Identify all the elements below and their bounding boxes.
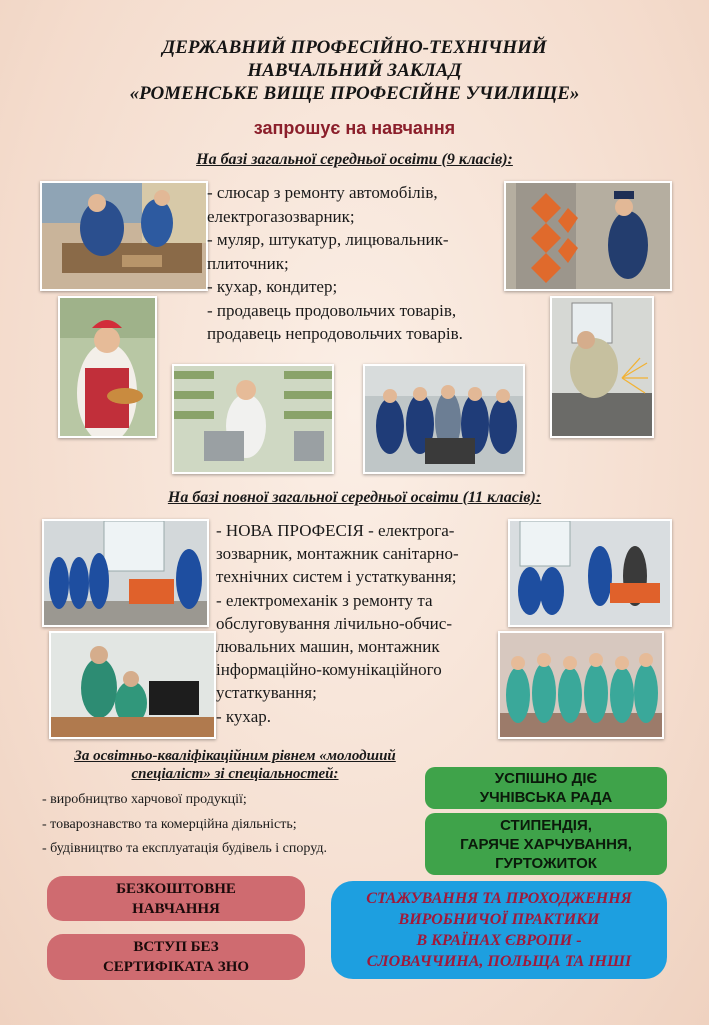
benefits-badge bbox=[425, 813, 667, 875]
badge-line: ВИРОБНИЧОЇ ПРАКТИКИ bbox=[398, 911, 600, 928]
specialist-heading-line-1: За освітньо-кваліфікаційним рівнем «молодший bbox=[74, 748, 396, 764]
badge-line: ВСТУП БЕЗ bbox=[133, 939, 219, 955]
list-item: продавець непродовольчих товарів. bbox=[207, 324, 463, 343]
photo-auto-mechanics bbox=[40, 181, 208, 291]
specialist-heading bbox=[40, 747, 430, 783]
section-11-heading: На базі повної загальної середньої освіти (11 класів): bbox=[167, 489, 542, 506]
title-line-3: «РОМЕНСЬКЕ ВИЩЕ ПРОФЕСІЙНЕ УЧИЛИЩЕ» bbox=[129, 83, 580, 104]
list-item: електрогазозварник; bbox=[207, 206, 355, 226]
title-line-2: НАВЧАЛЬНИЙ ЗАКЛАД bbox=[247, 60, 462, 81]
badge-line: УЧНІВСЬКА РАДА bbox=[479, 789, 613, 806]
invite-text: запрошує на навчання bbox=[253, 118, 456, 138]
photo-welding-workshop bbox=[42, 519, 209, 627]
badge-line: СТИПЕНДІЯ, bbox=[500, 816, 592, 834]
badge-line: В КРАЇНАХ ЄВРОПИ - bbox=[416, 932, 582, 949]
institution-title bbox=[0, 36, 709, 105]
section-9-list bbox=[207, 181, 463, 346]
list-item: - кухар. bbox=[216, 706, 272, 726]
no-zno-entry-badge bbox=[47, 934, 305, 980]
list-item: - будівництво та експлуатація будівель і споруд. bbox=[42, 841, 327, 856]
list-item: устаткування; bbox=[216, 683, 317, 703]
list-item: - слюсар з ремонту автомобілів, bbox=[207, 183, 438, 202]
badge-line: ГАРЯЧЕ ХАРЧУВАННЯ, bbox=[460, 835, 632, 853]
badge-line: СТАЖУВАННЯ ТА ПРОХОДЖЕННЯ bbox=[366, 890, 632, 907]
list-item: плиточник; bbox=[207, 253, 289, 273]
specialist-list bbox=[42, 788, 327, 862]
badge-line: ГУРТОЖИТОК bbox=[495, 854, 597, 872]
list-item: - товарознавство та комерційна діяльність; bbox=[42, 816, 297, 832]
list-item: - кухар, кондитер; bbox=[207, 277, 338, 296]
photo-baker-traditional bbox=[58, 296, 157, 438]
badge-line: УСПІШНО ДІЄ bbox=[494, 770, 598, 787]
europe-internship-badge bbox=[331, 881, 667, 979]
list-item: - продавець продовольчих товарів, bbox=[207, 300, 457, 320]
badge-line: БЕЗКОШТОВНЕ bbox=[116, 880, 236, 897]
list-item: - електромеханік з ремонту та bbox=[216, 590, 433, 610]
student-council-badge bbox=[425, 767, 667, 809]
title-line-1: ДЕРЖАВНИЙ ПРОФЕСІЙНО-ТЕХНІЧНИЙ bbox=[162, 37, 547, 58]
list-item: - НОВА ПРОФЕСІЯ - електрога- bbox=[216, 521, 455, 540]
free-education-badge bbox=[47, 876, 305, 921]
photo-engine-class bbox=[363, 364, 525, 474]
list-item: технічних систем і устаткування; bbox=[216, 567, 457, 587]
section-11-list bbox=[216, 519, 459, 728]
section-9-heading: На базі загальної середньої освіти (9 класів): bbox=[196, 151, 513, 168]
list-item: - виробництво харчової продукції; bbox=[42, 792, 247, 807]
photo-shop-assistant bbox=[172, 364, 334, 474]
list-item: зозварник, монтажник санітарно- bbox=[216, 544, 459, 564]
photo-tile-work bbox=[504, 181, 672, 291]
photo-electrical-class bbox=[508, 519, 672, 627]
list-item: інформаційно-комунікаційного bbox=[216, 660, 442, 680]
badge-line: НАВЧАННЯ bbox=[132, 900, 220, 917]
photo-computer-lab bbox=[49, 631, 216, 739]
specialist-heading-line-2: спеціаліст» зі спеціальностей: bbox=[131, 766, 339, 782]
badge-line: СЛОВАЧЧИНА, ПОЛЬЩА ТА ІНШІ bbox=[366, 953, 632, 970]
badge-line: СЕРТИФІКАТА ЗНО bbox=[102, 959, 250, 975]
photo-cooks-group bbox=[498, 631, 664, 739]
list-item: - муляр, штукатур, лицювальник- bbox=[207, 230, 449, 249]
list-item: лювальних машин, монтажник bbox=[216, 637, 440, 657]
photo-grinding bbox=[550, 296, 654, 438]
list-item: обслуговування лічильно-обчис- bbox=[216, 613, 452, 633]
